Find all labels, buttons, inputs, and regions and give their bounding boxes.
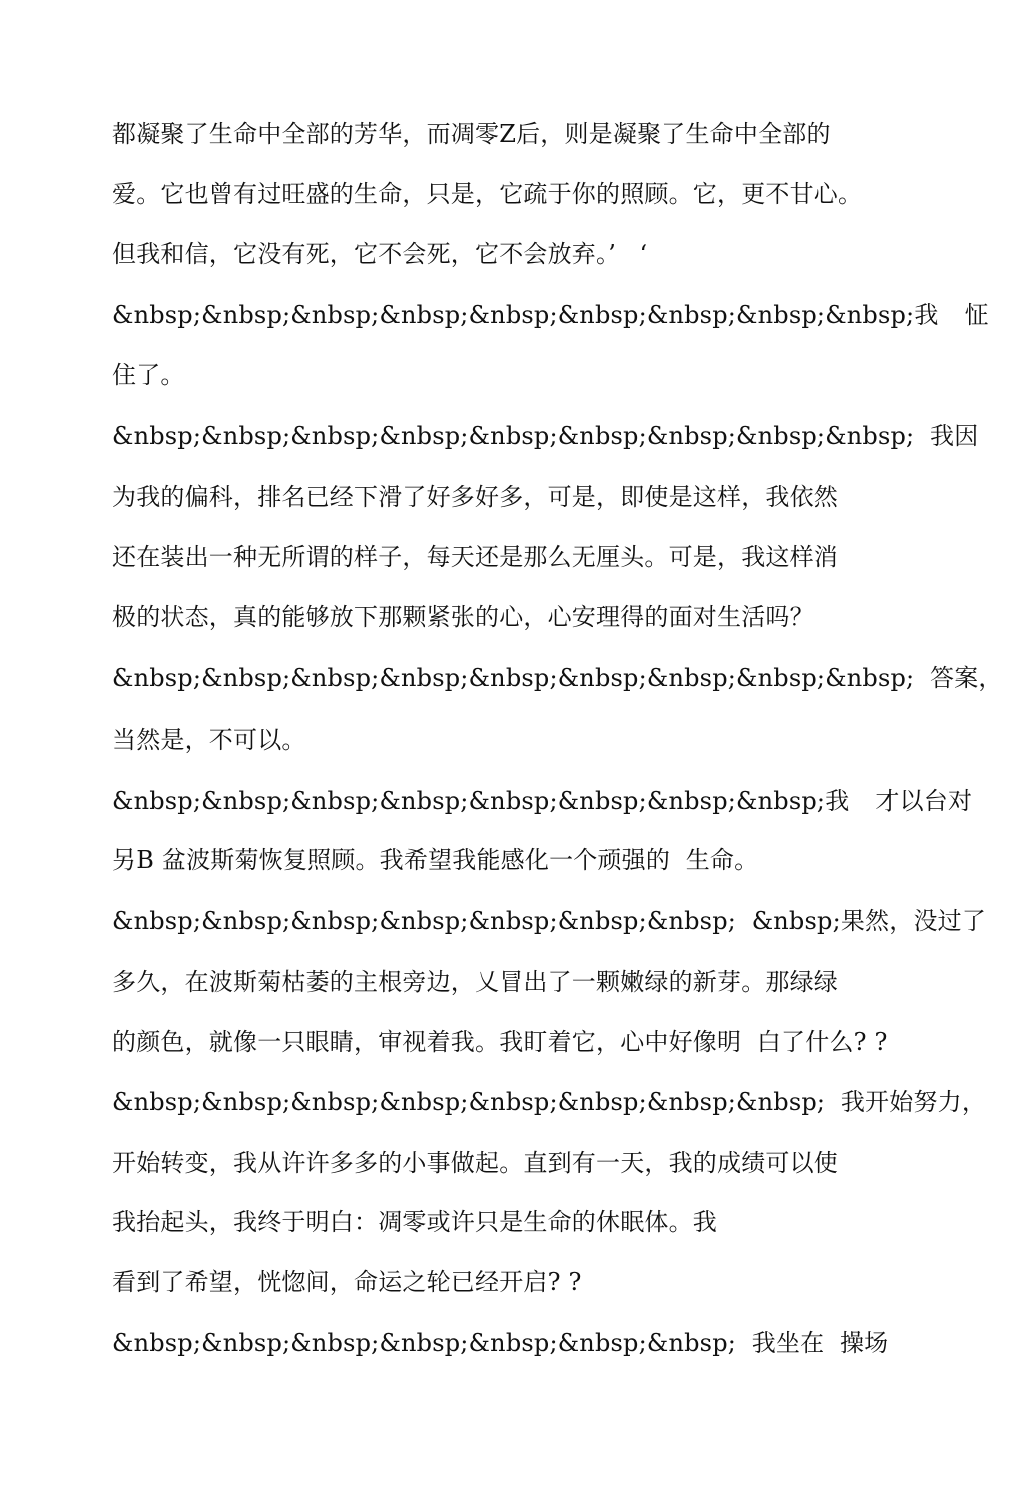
text-line: 但我和信，它没有死，它不会死，它不会放弃。’ ‘ [112,240,648,268]
text-line: &nbsp;&nbsp;&nbsp;&nbsp;&nbsp;&nbsp;&nbsp; &nbsp;果然，没过了 [112,907,987,935]
text-line: 多久，在波斯菊枯萎的主根旁边，乂冒出了一颗嫩绿的新芽。那绿绿 [112,968,838,996]
text-segment-group [914,298,988,332]
text-line: 极的状态，真的能够放下那颗紧张的心，心安理得的面对生活吗？ [112,603,814,631]
text-line: 另B 盆波斯菊恢复照顾。我希望我能感化一个顽强的 生命。 [112,846,759,874]
text-segment: 我 [914,301,939,329]
text-line: &nbsp;&nbsp;&nbsp;&nbsp;&nbsp;&nbsp;&nbsp;&nbsp;&nbsp; 我因 [112,422,979,450]
text-line: 还在装出一种无所谓的样子，每天还是那么无厘头。可是，我这样消 [112,543,838,571]
text-segment: &nbsp;&nbsp;&nbsp;&nbsp;&nbsp;&nbsp;&nbsp;&nbsp;&nbsp; [112,301,915,329]
text-segment: &nbsp;&nbsp;&nbsp;&nbsp;&nbsp;&nbsp;&nbsp;&nbsp; [112,787,826,815]
text-segment: 怔 [964,301,989,329]
text-line: 都凝聚了生命中全部的芳华，而凋零Z后，则是凝聚了生命中全部的 [112,120,831,148]
text-segment: 我 [825,787,850,815]
text-line: &nbsp;&nbsp;&nbsp;&nbsp;&nbsp;&nbsp;&nbsp; 我坐在 操场 [112,1329,889,1357]
text-line: 住了。 [112,361,185,389]
text-line: 看到了希望，恍惚间，命运之轮已经开启? ? [112,1268,582,1296]
text-line: 开始转变，我从许许多多的小事做起。直到有一天，我的成绩可以使 [112,1149,838,1177]
text-line: 爱。它也曾有过旺盛的生命，只是，它疏于你的照顾。它，更不甘心。 [112,180,863,208]
text-segment-group [825,784,972,818]
text-line [112,784,973,818]
text-line: &nbsp;&nbsp;&nbsp;&nbsp;&nbsp;&nbsp;&nbsp;&nbsp; 我开始努力， [112,1088,987,1116]
text-line [112,298,989,332]
text-line: &nbsp;&nbsp;&nbsp;&nbsp;&nbsp;&nbsp;&nbsp;&nbsp;&nbsp; 答案， [112,664,1003,692]
text-line: 当然是，不可以。 [112,726,306,754]
text-line: 为我的偏科，排名已经下滑了好多好多，可是，即使是这样，我依然 [112,483,838,511]
text-line: 的颜色，就像一只眼睛，审视着我。我盯着它，心中好像明 白了什么? ? [112,1028,888,1056]
text-line: 我抬起头，我终于明白：凋零或许只是生命的休眠体。我 [112,1208,717,1236]
text-segment: 才以台对 [875,787,973,815]
